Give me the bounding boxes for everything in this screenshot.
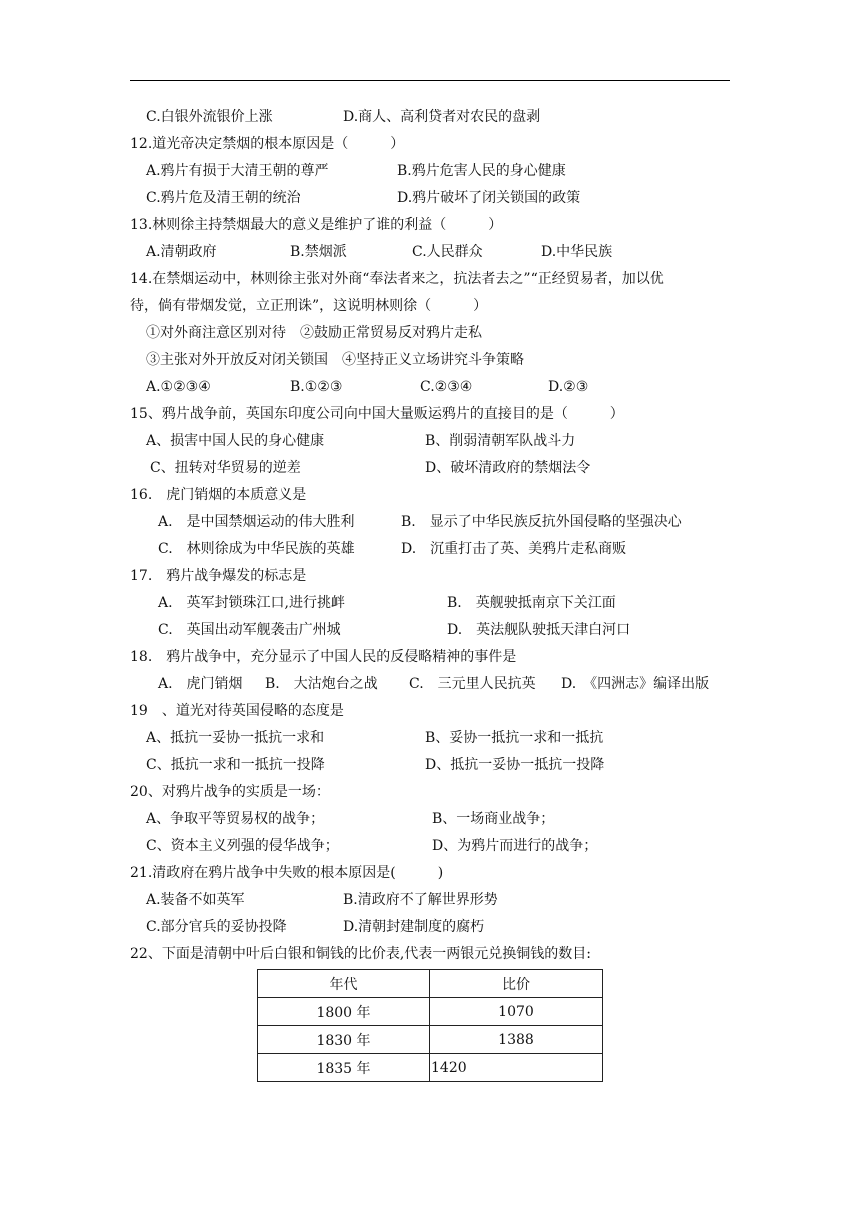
q16-option-b: B. 显示了中华民族反抗外国侵略的坚强决心 [401,514,682,530]
q17-stem: 17. 鸦片战争爆发的标志是 [130,568,307,584]
q18-option-a: A. 虎门销烟 [158,676,243,692]
q18-option-d: D. 《四洲志》编译出版 [561,676,710,692]
q20-option-b: B、一场商业战争； [432,811,555,827]
q15-option-b: B、削弱清朝军队战斗力 [425,433,576,449]
q18-option-b: B. 大沽炮台之战 [265,676,378,692]
table-cell-ratio: 1388 [430,1026,603,1054]
q12-option-a: A.鸦片有损于大清王朝的尊严 [146,163,329,179]
q20-stem: 20、对鸦片战争的实质是一场： [130,784,330,800]
q13-option-b: B.禁烟派 [290,244,347,260]
q14-item-1: ①对外商注意区别对待 ②鼓励正常贸易反对鸦片走私 [146,325,482,341]
header-rule [130,80,730,81]
q14-item-2: ③主张对外开放反对闭关锁国 ④坚持正义立场讲究斗争策略 [146,352,524,368]
q19-option-b: B、妥协一抵抗一求和一抵抗 [425,730,604,746]
q16-stem: 16. 虎门销烟的本质意义是 [130,487,307,503]
q14-option-d: D.②③ [548,379,589,395]
q14-option-a: A.①②③④ [146,379,211,395]
q20-option-c: C、资本主义列强的侵华战争； [146,838,339,854]
silver-copper-ratio-table [257,969,603,1082]
q19-option-c: C、抵抗一求和一抵抗一投降 [146,757,325,773]
q11-option-c: C.白银外流银价上涨 [146,109,273,125]
q16-option-d: D. 沉重打击了英、美鸦片走私商贩 [401,541,627,557]
table-header-row [258,970,603,998]
q21-option-a: A.装备不如英军 [146,892,245,908]
table-cell-year: 1830 年 [258,1026,430,1054]
q16-option-a: A. 是中国禁烟运动的伟大胜利 [158,514,355,530]
q12-option-c: C.鸦片危及清王朝的统治 [146,190,301,206]
q17-option-c: C. 英国出动军舰袭击广州城 [158,622,341,638]
q15-stem: 15、鸦片战争前，英国东印度公司向中国大量贩运鸦片的直接目的是（ ） [130,406,624,422]
table-cell-ratio: 1420 [430,1054,603,1082]
q13-option-a: A.清朝政府 [146,244,217,260]
q11-option-d: D.商人、高利贷者对农民的盘剥 [343,109,541,125]
q21-option-b: B.清政府不了解世界形势 [343,892,498,908]
q18-option-c: C. 三元里人民抗英 [409,676,536,692]
q14-option-c: C.②③④ [420,379,473,395]
q19-option-a: A、抵抗一妥协一抵抗一求和 [146,730,325,746]
q17-option-a: A. 英军封锁珠江口,进行挑衅 [158,595,346,611]
q12-option-d: D.鸦片破坏了闭关锁国的政策 [397,190,581,206]
q15-option-a: A、损害中国人民的身心健康 [146,433,325,449]
table-cell-ratio: 1070 [430,998,603,1026]
q15-option-c: C、扭转对华贸易的逆差 [150,460,301,476]
q16-option-c: C. 林则徐成为中华民族的英雄 [158,541,355,557]
q13-option-d: D.中华民族 [541,244,613,260]
q13-stem: 13.林则徐主持禁烟最大的意义是维护了谁的利益（ ） [130,217,503,233]
q21-option-d: D.清朝封建制度的腐朽 [343,919,485,935]
table-cell-year: 1800 年 [258,998,430,1026]
q12-stem: 12.道光帝决定禁烟的根本原因是（ ） [130,136,405,152]
q20-option-a: A、争取平等贸易权的战争； [146,811,325,827]
q14-stem-line2: 待，倘有带烟发觉，立正刑诛”，这说明林则徐（ ） [130,298,488,314]
q12-option-b: B.鸦片危害人民的身心健康 [397,163,566,179]
q17-option-b: B. 英舰驶抵南京下关江面 [447,595,616,611]
table-header-ratio: 比价 [430,970,603,998]
q20-option-d: D、为鸦片而进行的战争； [432,838,598,854]
q22-stem: 22、下面是清朝中叶后白银和铜钱的比价表,代表一两银元兑换铜钱的数目: [130,946,591,962]
table-header-year: 年代 [258,970,430,998]
q14-option-b: B.①②③ [290,379,343,395]
q14-stem-line1: 14.在禁烟运动中，林则徐主张对外商“奉法者来之，抗法者去之”“正经贸易者，加以优 [130,271,664,287]
q19-stem: 19 、道光对待英国侵略的态度是 [130,703,344,719]
table-row [258,1026,603,1054]
q17-option-d: D. 英法舰队驶抵天津白河口 [447,622,631,638]
table-row [258,998,603,1026]
table-row [258,1054,603,1082]
q21-option-c: C.部分官兵的妥协投降 [146,919,287,935]
q21-stem: 21.清政府在鸦片战争中失败的根本原因是( ) [130,865,444,881]
q13-option-c: C.人民群众 [412,244,483,260]
q19-option-d: D、抵抗一妥协一抵抗一投降 [425,757,605,773]
q18-stem: 18. 鸦片战争中，充分显示了中国人民的反侵略精神的事件是 [130,649,517,665]
table-cell-year: 1835 年 [258,1054,430,1082]
q15-option-d: D、破坏清政府的禁烟法令 [425,460,591,476]
